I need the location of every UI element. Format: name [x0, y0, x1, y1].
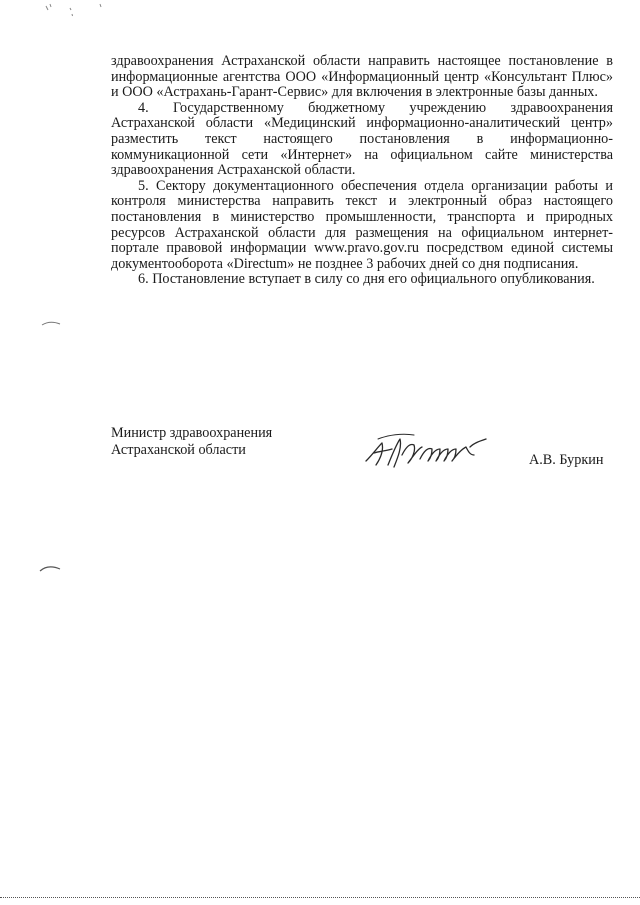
paragraph-item-6: 6. Постановление вступает в силу со дня его официального опубликования. — [138, 271, 595, 288]
signatory-name: А.В. Буркин — [529, 452, 604, 468]
scan-artifact-left-2 — [38, 562, 64, 574]
scan-artifact-top — [40, 0, 110, 30]
signatory-title-line-1: Министр здравоохранения — [111, 425, 273, 441]
paragraph-continuation: здравоохранения Астраханской области направить настоящее постановление в информационные агентства ООО «Информационный центр «Консультант Плюс» и ООО «Астрахань-Гарант-Сервис» для включения в электронные базы данных. — [111, 53, 613, 101]
signature-block — [111, 425, 631, 485]
scan-edge-line — [0, 897, 640, 898]
document-body — [111, 54, 613, 288]
signatory-title — [111, 425, 272, 459]
paragraph-item-4: 4. Государственному бюджетному учреждению здравоохранения Астраханской области «Медицинский информационно-аналитический центр» разместить текст настоящего постановления в информационно-коммуникационной сети «Интернет» на официальном сайте министерства здравоохранения Астраханской области. — [111, 99, 613, 179]
handwritten-signature — [358, 425, 508, 475]
scan-artifact-left-1 — [40, 318, 64, 328]
paragraph-item-5: 5. Сектору документационного обеспечения отдела организации работы и контроля министерства направить текст и электронный образ настоящего постановления в министерство промышленности, транспорта и природных ресурсов Астраханской области для размещения на официальном интернет-портале правовой информации www.pravo.gov.ru посредством единой системы документооборота «Directum» не позднее 3 рабочих дней со дня подписания. — [111, 177, 613, 272]
signatory-title-line-2: Астраханской области — [111, 442, 246, 458]
